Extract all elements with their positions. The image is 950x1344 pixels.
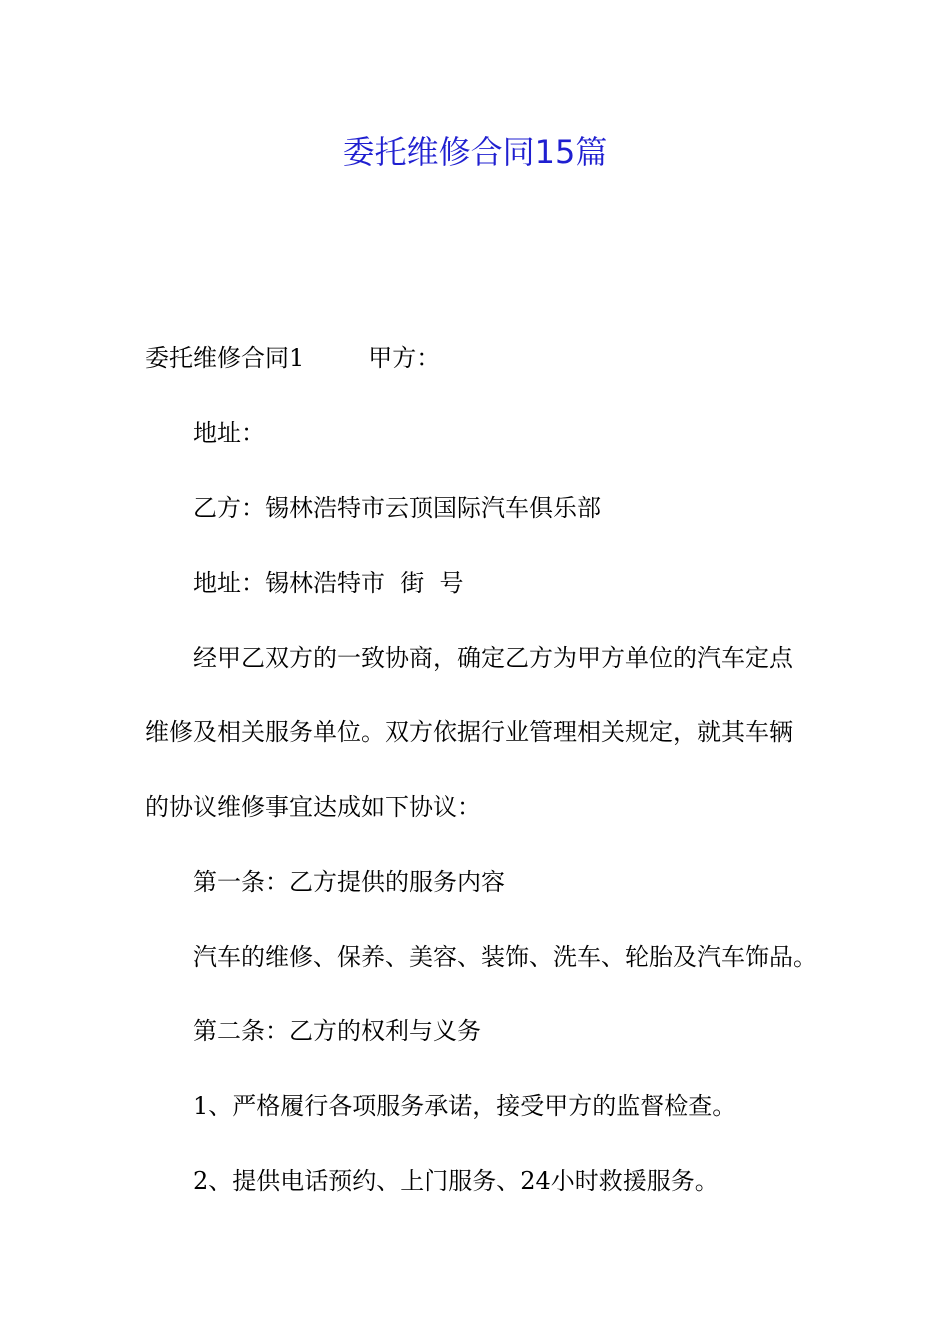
article-2-heading: 第二条：乙方的权利与义务 bbox=[193, 1017, 481, 1045]
party-a-label: 甲方： bbox=[368, 344, 441, 372]
party-b-address: 地址：锡林浩特市 街 号 bbox=[193, 569, 464, 597]
contract-heading: 委托维修合同1 bbox=[145, 344, 305, 372]
article-2-item-2: 2、提供电话预约、上门服务、24小时救援服务。 bbox=[193, 1167, 719, 1195]
paragraph-line: 维修及相关服务单位。双方依据行业管理相关规定，就其车辆 bbox=[145, 718, 793, 746]
paragraph-line: 的协议维修事宜达成如下协议： bbox=[145, 793, 481, 821]
paragraph-line: 经甲乙双方的一致协商，确定乙方为甲方单位的汽车定点 bbox=[193, 644, 793, 672]
article-1-heading: 第一条：乙方提供的服务内容 bbox=[193, 868, 505, 896]
article-1-content: 汽车的维修、保养、美容、装饰、洗车、轮胎及汽车饰品。 bbox=[193, 943, 817, 971]
party-a-address: 地址： bbox=[193, 419, 265, 447]
article-2-item-1: 1、严格履行各项服务承诺，接受甲方的监督检查。 bbox=[193, 1092, 737, 1120]
page-title: 委托维修合同15篇 bbox=[342, 133, 608, 171]
contract-heading-line bbox=[145, 342, 440, 374]
party-b-line: 乙方：锡林浩特市云顶国际汽车俱乐部 bbox=[193, 494, 601, 522]
